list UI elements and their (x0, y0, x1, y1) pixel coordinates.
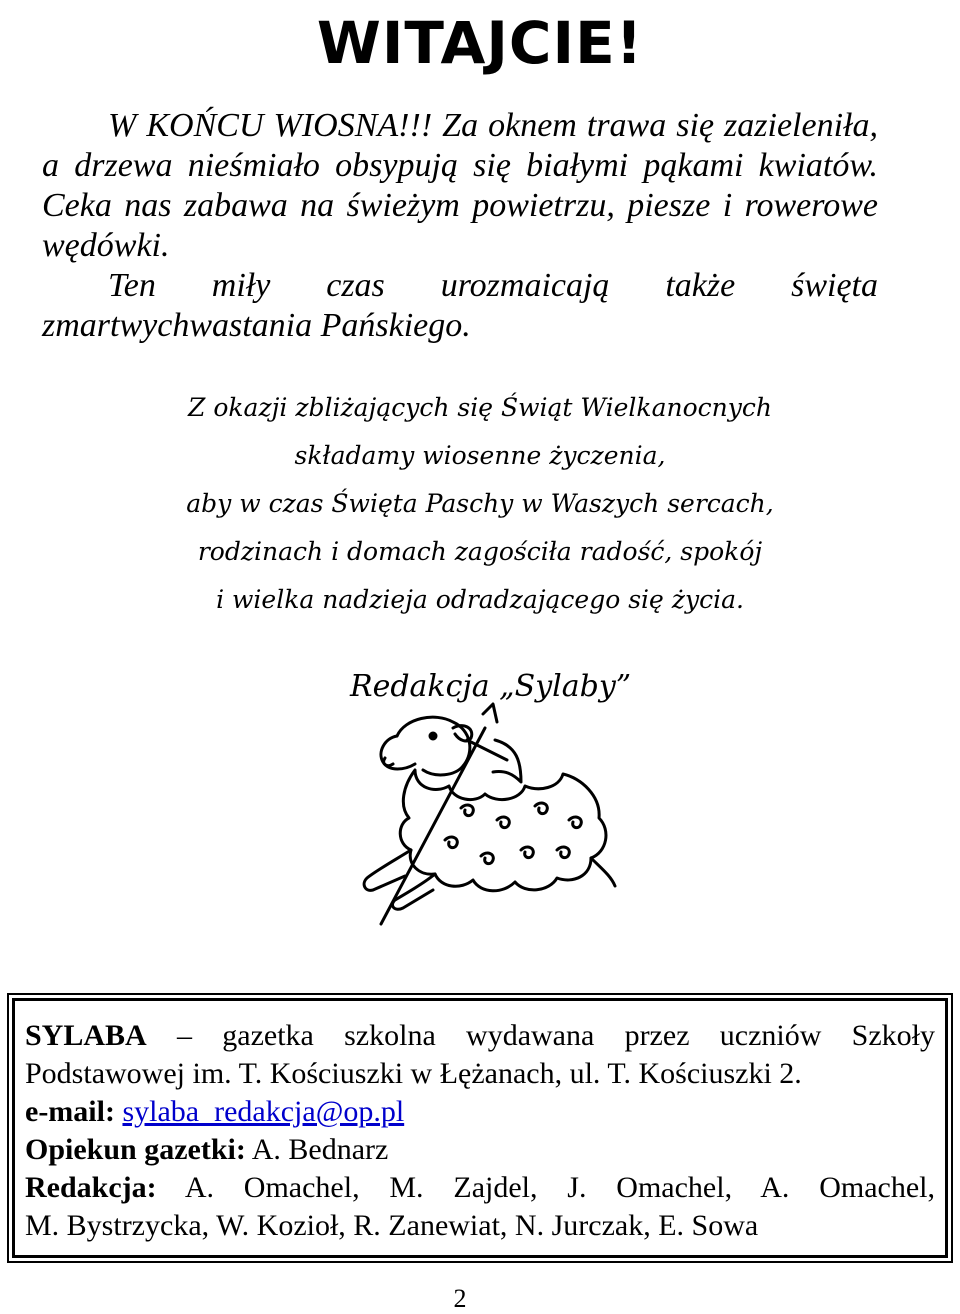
editors-line-1: A. Omachel, M. Zajdel, J. Omachel, A. Omachel, (184, 1171, 935, 1204)
wishes-line-4: rodzinach i domach zagościła radość, spokój (197, 537, 763, 566)
page-title: WITAJCIE! (316, 9, 644, 77)
masthead-description (25, 1017, 935, 1093)
email-label: e-mail: (25, 1095, 115, 1128)
wishes-line-5: i wielka nadzieja odradzającego się życia. (216, 585, 744, 614)
easter-wishes (80, 384, 880, 624)
wishes-line-2: składamy wiosenne życzenia, (294, 441, 666, 470)
masthead-box (12, 998, 948, 1258)
supervisor-row (25, 1131, 935, 1169)
email-link[interactable]: sylaba_redakcja@op.pl (122, 1095, 405, 1128)
signature: Redakcja „Sylaby” (350, 669, 632, 704)
email-row (25, 1093, 935, 1131)
masthead-text (25, 1017, 935, 1245)
easter-lamb-with-cross-icon (285, 700, 625, 930)
wishes-line-1: Z okazji zbliżających się Świąt Wielkanocnych (188, 393, 772, 422)
supervisor-label: Opiekun gazetki: (25, 1133, 246, 1166)
intro-paragraph-2: Ten miły czas urozmaicają także święta zmartwychwastania Pańskiego. (42, 267, 878, 344)
editors-label: Redakcja: (25, 1171, 157, 1204)
intro-text (42, 106, 878, 346)
page-number: 2 (453, 1284, 467, 1313)
intro-paragraph-1: W KOŃCU WIOSNA!!! Za oknem trawa się zazieleniła, a drzewa nieśmiało obsypują się białymi pąkami kwiatów. Ceka nas zabawa na świeżym powietrzu, piesze i rowerowe wędówki. (42, 107, 878, 264)
editors-row (25, 1169, 935, 1207)
editors-row-2: M. Bystrzycka, W. Kozioł, R. Zanewiat, N. Jurczak, E. Sowa (25, 1209, 759, 1242)
magazine-description: – gazetka szkolna wydawana przez uczniów Szkoły Podstawowej im. T. Kościuszki w Łężanach, ul. T. Kościuszki 2. (25, 1019, 936, 1090)
supervisor-name: A. Bednarz (251, 1133, 389, 1166)
wishes-line-3: aby w czas Święta Paschy w Waszych sercach, (186, 489, 774, 518)
magazine-name: SYLABA (25, 1019, 147, 1052)
